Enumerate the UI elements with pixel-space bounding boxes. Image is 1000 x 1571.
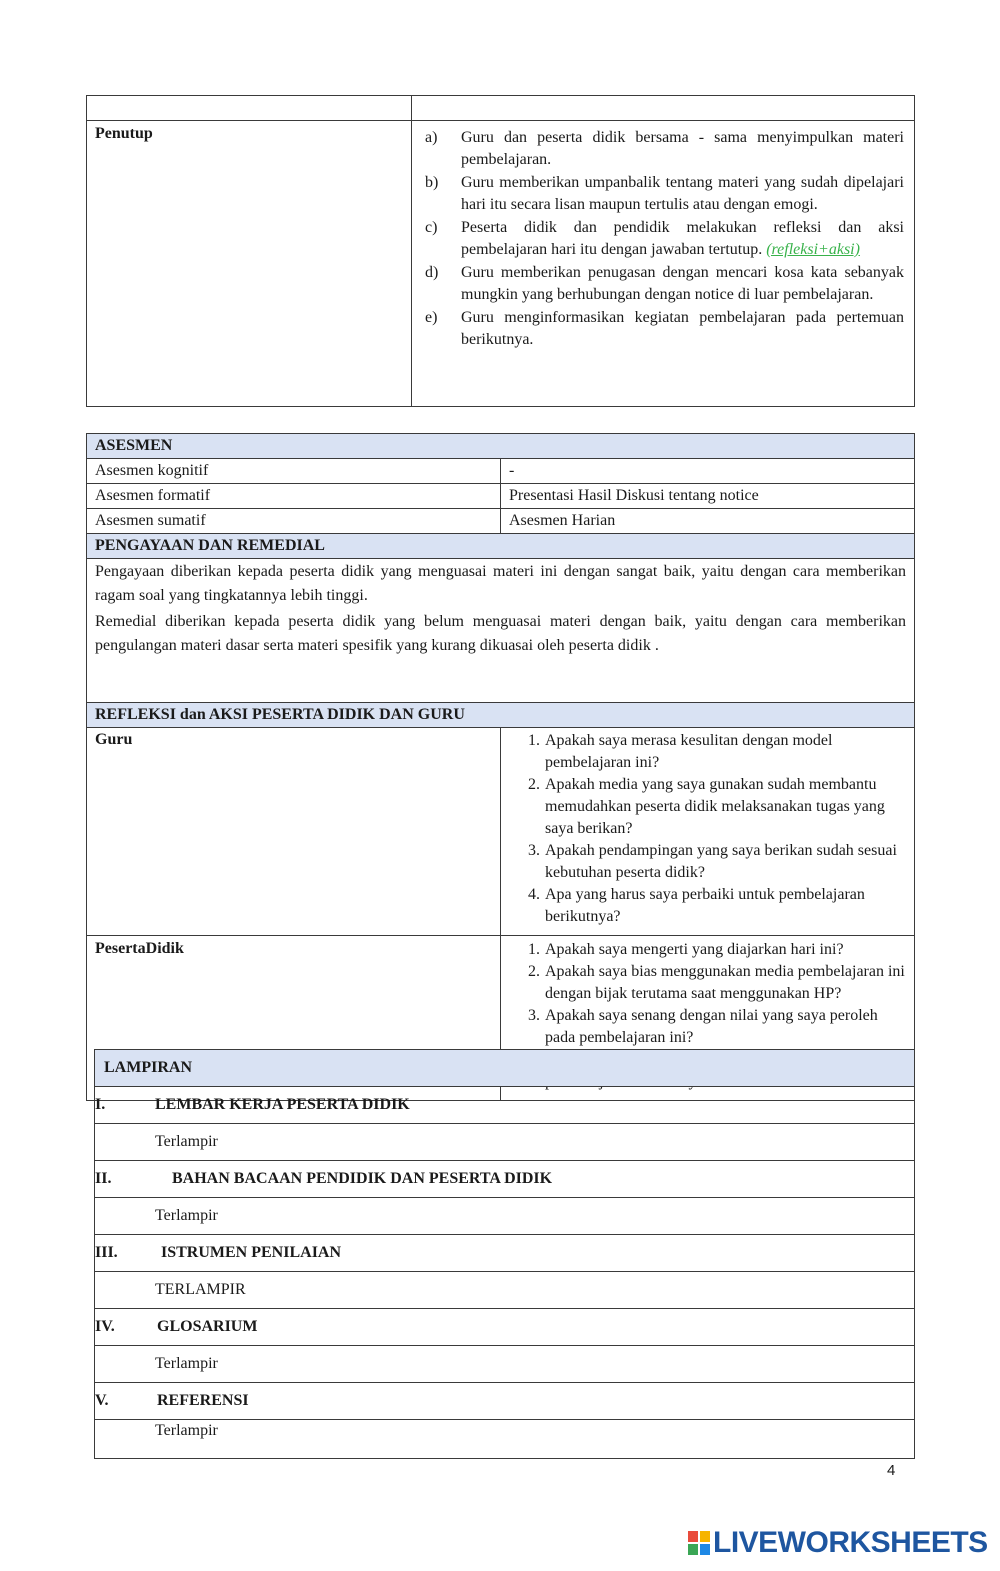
liveworksheets-wordmark: LIVEWORKSHEETS [713,1526,988,1559]
liveworksheets-logo-icon [688,1531,710,1555]
penutup-label: Penutup [87,121,412,407]
list-item: 4. Apa yang harus saya perbaiki untuk pembelajaran berikutnya? [544,884,906,928]
pengayaan-header: PENGAYAAN DAN REMEDIAL [87,534,915,559]
asesmen-formatif-label: Asesmen formatif [87,484,501,509]
refleksi-header: REFLEKSI dan AKSI PESERTA DIDIK DAN GURU [87,703,915,728]
empty-cell [412,96,915,121]
list-item: 3. Apakah saya senang dengan nilai yang saya peroleh pada pembelajaran ini? [544,1005,906,1049]
lampiran-section-title: V. REFERENSI [95,1383,915,1420]
penutup-list [425,121,906,364]
asesmen-table [86,433,915,1101]
list-item: 1. Apakah saya mengerti yang diajarkan hari ini? [544,939,906,961]
asesmen-kognitif-value: - [501,459,915,484]
lampiran-section-value: Terlampir [95,1420,915,1459]
liveworksheets-logo[interactable] [688,1526,988,1560]
asesmen-kognitif-label: Asesmen kognitif [87,459,501,484]
refleksi-tag[interactable]: (refleksi+aksi) [766,241,860,258]
list-item: a) Guru dan peserta didik bersama - sama menyimpulkan materi pembelajaran. [425,129,904,168]
lampiran-section-title: III. ISTRUMEN PENILAIAN [95,1235,915,1272]
remedial-paragraph: Remedial diberikan kepada peserta didik yang belum menguasai materi dengan baik, yaitu dengan cara memberikan pengulangan materi dasar serta materi spesifik yang kurang dikuasai oleh peserta didik . [95,613,906,654]
page-number: 4 [887,1462,896,1479]
lampiran-section-value: TERLAMPIR [95,1272,915,1309]
list-item: b) Guru memberikan umpanbalik tentang materi yang sudah dipelajari hari itu secara lisan maupun tertulis atau dengan emogi. [425,174,904,213]
guru-questions [501,728,915,936]
lampiran-section-value: Terlampir [95,1346,915,1383]
empty-cell [87,96,412,121]
lampiran-section-title: I. LEMBAR KERJA PESERTA DIDIK [95,1087,915,1124]
penutup-table [86,95,915,407]
list-item: 1. Apakah saya merasa kesulitan dengan model pembelajaran ini? [544,730,906,774]
logo-block-icon [700,1544,710,1555]
list-item: 2. Apakah saya bias menggunakan media pembelajaran ini dengan bijak terutama saat menggunakan HP? [544,961,906,1005]
lampiran-section-title: II. BAHAN BACAAN PENDIDIK DAN PESERTA DIDIK [95,1161,915,1198]
asesmen-sumatif-value: Asesmen Harian [501,509,915,534]
pengayaan-paragraph: Pengayaan diberikan kepada peserta didik yang menguasai materi ini dengan sangat baik, yaitu dengan cara memberikan ragam soal yang tingkatannya lebih tinggi. [95,563,906,604]
pengayaan-content [87,559,915,703]
list-item: 3. Apakah pendampingan yang saya berikan sudah sesuai kebutuhan peserta didik? [544,840,906,884]
lampiran-section-title: IV. GLOSARIUM [95,1309,915,1346]
logo-block-icon [700,1531,710,1542]
lampiran-table [94,1049,915,1459]
guru-label: Guru [87,728,501,936]
guru-list [509,729,906,934]
asesmen-formatif-value: Presentasi Hasil Diskusi tentang notice [501,484,915,509]
asesmen-header: ASESMEN [87,434,915,459]
lampiran-section-value: Terlampir [95,1124,915,1161]
asesmen-sumatif-label: Asesmen sumatif [87,509,501,534]
list-item: d) Guru memberikan penugasan dengan mencari kosa kata sebanyak mungkin yang berhubungan dengan notice di luar pembelajaran. [425,264,904,303]
peserta-didik-label: PesertaDidik [87,936,501,1101]
penutup-content [412,121,915,407]
list-item: e) Guru menginformasikan kegiatan pembelajaran pada pertemuan berikutnya. [425,309,904,348]
list-item: c) Peserta didik dan pendidik melakukan refleksi dan aksi pembelajaran hari itu dengan jawaban tertutup. (refleksi+aksi) [425,219,904,258]
lampiran-section-value: Terlampir [95,1198,915,1235]
lampiran-header: LAMPIRAN [95,1050,915,1087]
logo-block-icon [688,1544,698,1555]
list-item: 2. Apakah media yang saya gunakan sudah membantu memudahkan peserta didik melaksanakan tugas yang saya berikan? [544,774,906,840]
logo-block-icon [688,1531,698,1542]
